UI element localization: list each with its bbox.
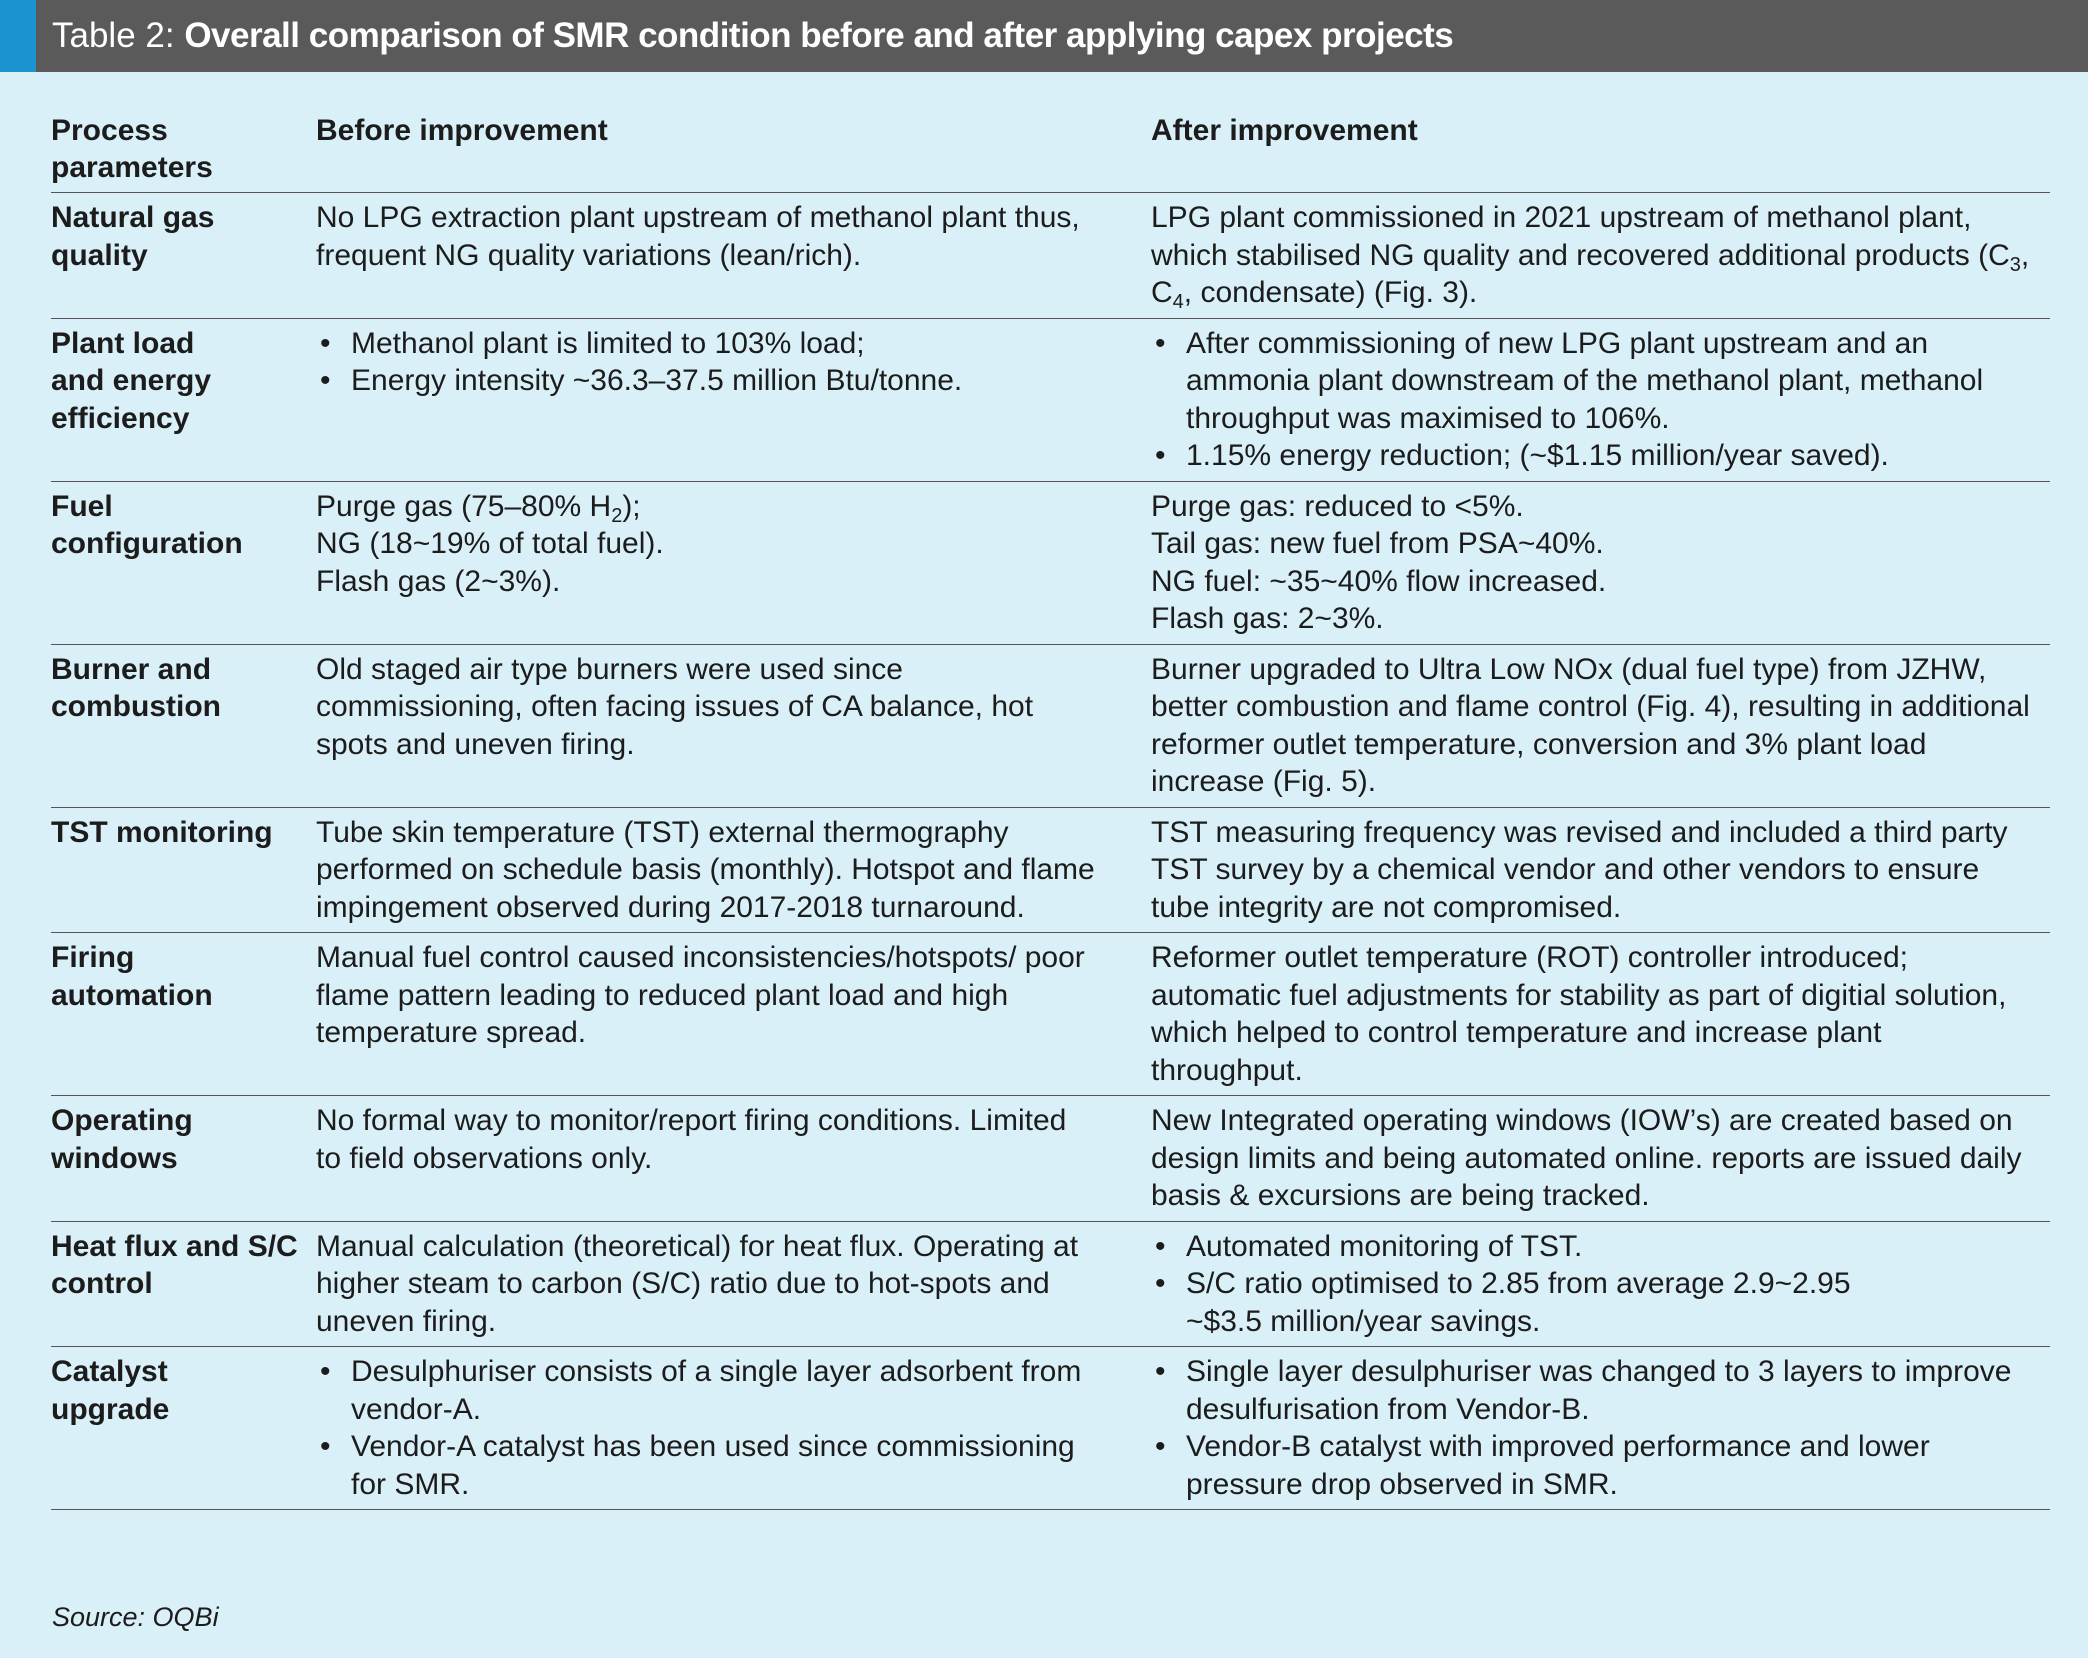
list-item: • Methanol plant is limited to 103% load; — [316, 325, 1121, 363]
row-param: Operating windows — [51, 1096, 316, 1222]
table-title-bar — [0, 0, 2088, 72]
row-after: TST measuring frequency was revised and included a third party TST survey by a chemical vendor and other vendors to ensure tube integrity are not compromised. — [1151, 807, 2050, 933]
list-item: • Automated monitoring of TST. — [1151, 1228, 1930, 1266]
row-before: Old staged air type burners were used since commissioning, often facing issues of CA balance, hot spots and uneven firing. — [316, 644, 1151, 807]
list-item: • Vendor-A catalyst has been used since commissioning for SMR. — [316, 1428, 1111, 1503]
row-after — [1151, 193, 2050, 319]
list-item: • Vendor-B catalyst with improved performance and lower pressure drop observed in SMR. — [1151, 1428, 2020, 1503]
row-param: Heat flux and S/C control — [51, 1221, 316, 1347]
row-after — [1151, 1347, 2050, 1510]
list-item: • Energy intensity ~36.3–37.5 million Btu/tonne. — [316, 362, 1121, 400]
row-before: Manual calculation (theoretical) for heat flux. Operating at higher steam to carbon (S/C) ratio due to hot-spots and uneven firing. — [316, 1221, 1151, 1347]
after-line: NG fuel: ~35~40% flow increased. — [1151, 564, 1607, 598]
row-param: Plant load and energy efficiency — [51, 318, 316, 481]
row-after: Burner upgraded to Ultra Low NOx (dual fuel type) from JZHW, better combustion and flame control (Fig. 4), resulting in additional reformer outlet temperature, conversion and 3% plant load increase (Fig. 5). — [1151, 644, 2050, 807]
after-text-post: , condensate) (Fig. 3). — [1183, 276, 1478, 309]
row-before — [316, 1347, 1151, 1510]
after-text-mid: , C — [1151, 238, 2030, 309]
row-param: Catalyst upgrade — [51, 1347, 316, 1510]
before-line: Flash gas (2~3%). — [316, 564, 561, 598]
header-after-improvement: After improvement — [1151, 114, 1418, 147]
list-item: • After commissioning of new LPG plant upstream and an ammonia plant downstream of the methanol plant, methanol throughput was maximised to 106%. — [1151, 325, 2010, 438]
header-before-improvement: Before improvement — [316, 114, 608, 147]
row-param: Natural gas quality — [51, 193, 316, 319]
row-after — [1151, 481, 2050, 644]
table-row — [51, 933, 2050, 1096]
list-item: • Desulphuriser consists of a single layer adsorbent from vendor-A. — [316, 1353, 1111, 1428]
row-after: Reformer outlet temperature (ROT) controller introduced; automatic fuel adjustments for stability as part of digitial solution, which helped to control temperature and increase plant throughput. — [1151, 933, 2050, 1096]
after-subscript-c3: 3 — [2009, 253, 2021, 276]
before-line — [316, 488, 1121, 526]
row-param: Firing automation — [51, 933, 316, 1096]
list-item: • S/C ratio optimised to 2.85 from average 2.9~2.95 ~$3.5 million/year savings. — [1151, 1265, 1930, 1340]
table-title — [36, 16, 1453, 56]
list-item: • Single layer desulphuriser was changed to 3 layers to improve desulfurisation from Vendor-B. — [1151, 1353, 2020, 1428]
table-row — [51, 807, 2050, 933]
table-row — [51, 1221, 2050, 1347]
before-subscript-h2: 2 — [611, 504, 623, 527]
header-process-parameters: Process parameters — [51, 114, 213, 184]
table-row — [51, 193, 2050, 319]
table-row — [51, 1096, 2050, 1222]
table-title-main: Overall comparison of SMR condition before and after applying capex projects — [184, 16, 1454, 55]
comparison-table — [51, 112, 2050, 1510]
table-title-prefix: Table 2: — [52, 16, 185, 55]
before-line: NG (18~19% of total fuel). — [316, 527, 664, 560]
row-before — [316, 481, 1151, 644]
table-header-row — [51, 112, 2050, 193]
list-item: • 1.15% energy reduction; (~$1.15 million/year saved). — [1151, 437, 2010, 475]
before-line-text: ); — [622, 489, 641, 523]
row-before: No LPG extraction plant upstream of methanol plant thus, frequent NG quality variations (lean/rich). — [316, 193, 1151, 319]
after-line: Tail gas: new fuel from PSA~40%. — [1151, 527, 1604, 560]
row-param: Fuel configuration — [51, 481, 316, 644]
table-row — [51, 318, 2050, 481]
row-before: No formal way to monitor/report firing conditions. Limited to field observations only. — [316, 1096, 1151, 1222]
row-param: Burner and combustion — [51, 644, 316, 807]
row-after — [1151, 1221, 2050, 1347]
source-note: Source: OQBi — [52, 1602, 219, 1632]
row-before: Tube skin temperature (TST) external thermography performed on schedule basis (monthly). Hotspot and flame impingement observed during 2017-2018 turnaround. — [316, 807, 1151, 933]
title-accent-block — [0, 0, 36, 72]
after-line: Flash gas: 2~3%. — [1151, 602, 1384, 635]
after-text-pre: LPG plant commissioned in 2021 upstream of methanol plant, which stabilised NG quality and recovered additional products (C — [1151, 201, 2010, 272]
before-line-text: Purge gas (75–80% H — [316, 489, 612, 523]
table-row — [51, 1347, 2050, 1510]
row-after — [1151, 318, 2050, 481]
table-row — [51, 481, 2050, 644]
row-before — [316, 318, 1151, 481]
after-line: Purge gas: reduced to <5%. — [1151, 489, 1524, 523]
row-after: New Integrated operating windows (IOW’s) are created based on design limits and being automated online. reports are issued daily basis & excursions are being tracked. — [1151, 1096, 2050, 1222]
after-subscript-c4: 4 — [1172, 291, 1184, 313]
row-param: TST monitoring — [51, 807, 316, 933]
row-before: Manual fuel control caused inconsistencies/hotspots/ poor flame pattern leading to reduced plant load and high temperature spread. — [316, 933, 1151, 1096]
table-row — [51, 644, 2050, 807]
